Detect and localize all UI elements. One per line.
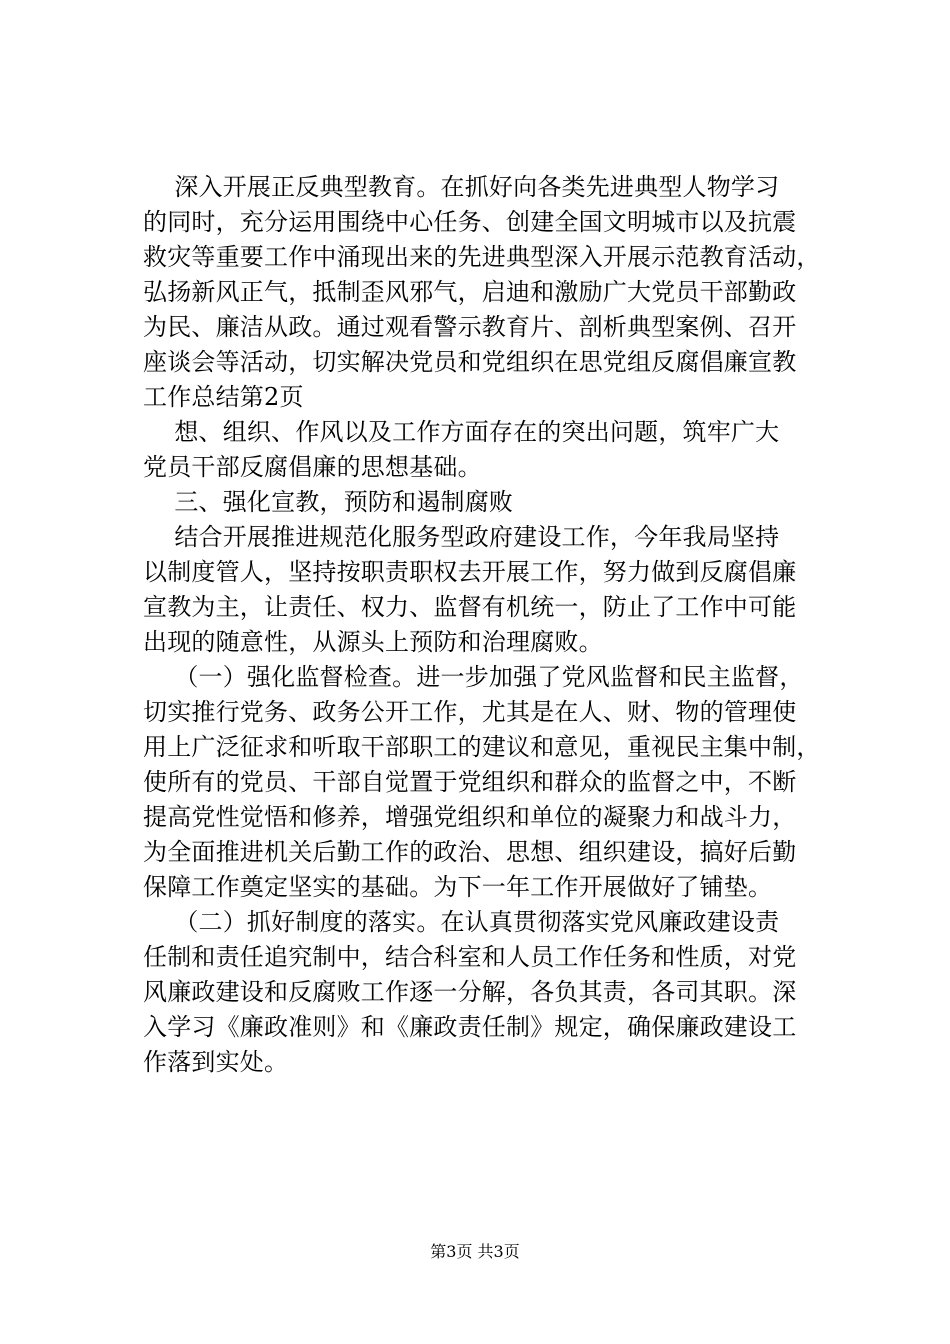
text-line: 座谈会等活动，切实解决党员和党组织在思党组反腐倡廉宣教 [143, 348, 797, 376]
text-line: 为全面推进机关后勤工作的政治、思想、组织建设，搞好后勤 [143, 838, 797, 866]
text-line: 以制度管人，坚持按职责职权去开展工作，努力做到反腐倡廉 [143, 558, 797, 586]
text-line: 风廉政建设和反腐败工作逐一分解，各负其责，各司其职。深 [143, 978, 797, 1006]
text-line: 作落到实处。 [143, 1048, 289, 1076]
text-line: 结合开展推进规范化服务型政府建设工作，今年我局坚持 [143, 523, 780, 551]
text-line: 出现的随意性，从源头上预防和治理腐败。 [143, 628, 603, 656]
section-heading: 三、强化宣教，预防和遏制腐败 [143, 488, 514, 516]
text-line: 切实推行党务、政务公开工作，尤其是在人、财、物的管理使 [143, 698, 797, 726]
text-line: 深入开展正反典型教育。在抓好向各类先进典型人物学习 [143, 173, 780, 201]
text-line: 用上广泛征求和听取干部职工的建议和意见，重视民主集中制， [143, 733, 821, 761]
text-line: 使所有的党员、干部自觉置于党组织和群众的监督之中，不断 [143, 768, 797, 796]
text-line: 入学习《廉政准则》和《廉政责任制》规定，确保廉政建设工 [143, 1013, 797, 1041]
text-line: 宣教为主，让责任、权力、监督有机统一，防止了工作中可能 [143, 593, 797, 621]
document-body [143, 170, 843, 1080]
text-line: 救灾等重要工作中涌现出来的先进典型深入开展示范教育活动， [143, 243, 821, 271]
text-line: （一）强化监督检查。进一步加强了党风监督和民主监督， [143, 663, 804, 691]
text-line: 为民、廉洁从政。通过观看警示教育片、剖析典型案例、召开 [143, 313, 797, 341]
text-line: 想、组织、作风以及工作方面存在的突出问题，筑牢广大 [143, 418, 780, 446]
page-number-footer: 第3页 共3页 [430, 1242, 520, 1261]
text-line: 党员干部反腐倡廉的思想基础。 [143, 453, 482, 481]
text-line: 的同时，充分运用围绕中心任务、创建全国文明城市以及抗震 [143, 208, 797, 236]
text-line: 工作总结第2页 [143, 383, 304, 411]
text-line: 任制和责任追究制中，结合科室和人员工作任务和性质，对党 [143, 943, 797, 971]
text-line: 提高党性觉悟和修养，增强党组织和单位的凝聚力和战斗力， [143, 803, 797, 831]
text-line: 弘扬新风正气，抵制歪风邪气，启迪和激励广大党员干部勤政 [143, 278, 797, 306]
text-line: 保障工作奠定坚实的基础。为下一年工作开展做好了铺垫。 [143, 873, 773, 901]
text-line: （二）抓好制度的落实。在认真贯彻落实党风廉政建设责 [143, 908, 780, 936]
